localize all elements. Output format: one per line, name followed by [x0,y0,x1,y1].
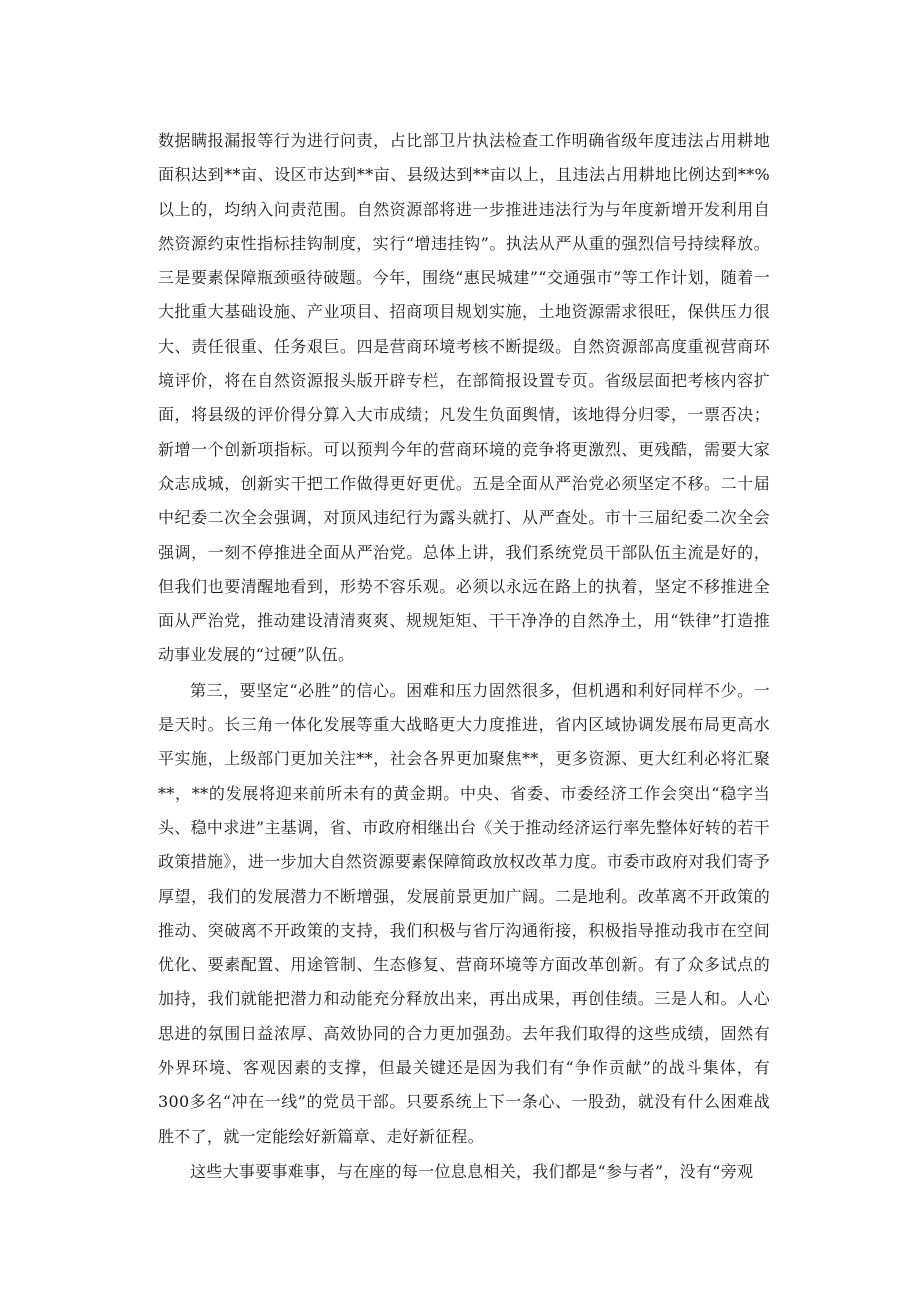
paragraph-confidence: 第三，要坚定“必胜”的信心。困难和压力固然很多，但机遇和利好同样不少。一是天时。长三角一体化发展等重大战略更大力度推进，省内区域协调发展布局更高水平实施，上级部门更加关注**，社会各界更加聚焦**，更多资源、更大红利必将汇聚**，**的发展将迎来前所未有的黄金期。中央、省委、市委经济工作会突出“稳字当头、稳中求进”主基调，省、市政府相继出台《关于推动经济运行率先整体好转的若干政策措施》，进一步加大自然资源要素保障简政放权改革力度。市委市政府对我们寄予厚望，我们的发展潜力不断增强，发展前景更加广阔。二是地利。改革离不开政策的推动、突破离不开政策的支持，我们积极与省厅沟通衔接，积极指导推动我市在空间优化、要素配置、用途管制、生态修复、营商环境等方面改革创新。有了众多试点的加持，我们就能把潜力和动能充分释放出来，再出成果，再创佳绩。三是人和。人心思进的氛围日益浓厚、高效协同的合力更加强劲。去年我们取得的这些成绩，固然有外界环境、客观因素的支撑，但最关键还是因为我们有“争作贡献”的战斗集体，有300多名“冲在一线”的党员干部。只要系统上下一条心、一股劲，就没有什么困难战胜不了，就一定能绘好新篇章、走好新征程。 [158,680,770,1146]
paragraph-accountability: 数据瞒报漏报等行为进行问责，占比部卫片执法检查工作明确省级年度违法占用耕地面积达到**亩、设区市达到**亩、县级达到**亩以上，且违法占用耕地比例达到**%以上的，均纳入问责范围。自然资源部将进一步推进违法行为与年度新增开发利用自然资源约束性指标挂钩制度，实行“增违挂钩”。执法从严从重的强烈信号持续释放。三是要素保障瓶颈亟待破题。今年，围绕“惠民城建”“交通强市”等工作计划，随着一大批重大基础设施、产业项目、招商项目规划实施，土地资源需求很旺，保供压力很大、责任很重、任务艰巨。四是营商环境考核不断提级。自然资源部高度重视营商环境评价，将在自然资源报头版开辟专栏，在部简报设置专页。省级层面把考核内容扩面，将县级的评价得分算入大市成绩；凡发生负面舆情，该地得分归零，一票否决；新增一个创新项指标。可以预判今年的营商环境的竞争将更激烈、更残酷，需要大家众志成城，创新实干把工作做得更好更优。五是全面从严治党必须坚定不移。二十届中纪委二次全会强调，对顶风违纪行为露头就打、从严查处。市十三届纪委二次全会强调，一刻不停推进全面从严治党。总体上讲，我们系统党员干部队伍主流是好的，但我们也要清醒地看到，形势不容乐观。必须以永远在路上的执着，坚定不移推进全面从严治党，推动建设清清爽爽、规规矩矩、干干净净的自然净土，用“铁律”打造推动事业发展的“过硬”队伍。 [158,131,770,665]
document-body [158,124,770,1189]
paragraph-participants: 这些大事要事难事，与在座的每一位息息相关，我们都是“参与者”，没有“旁观 [190,1161,754,1181]
